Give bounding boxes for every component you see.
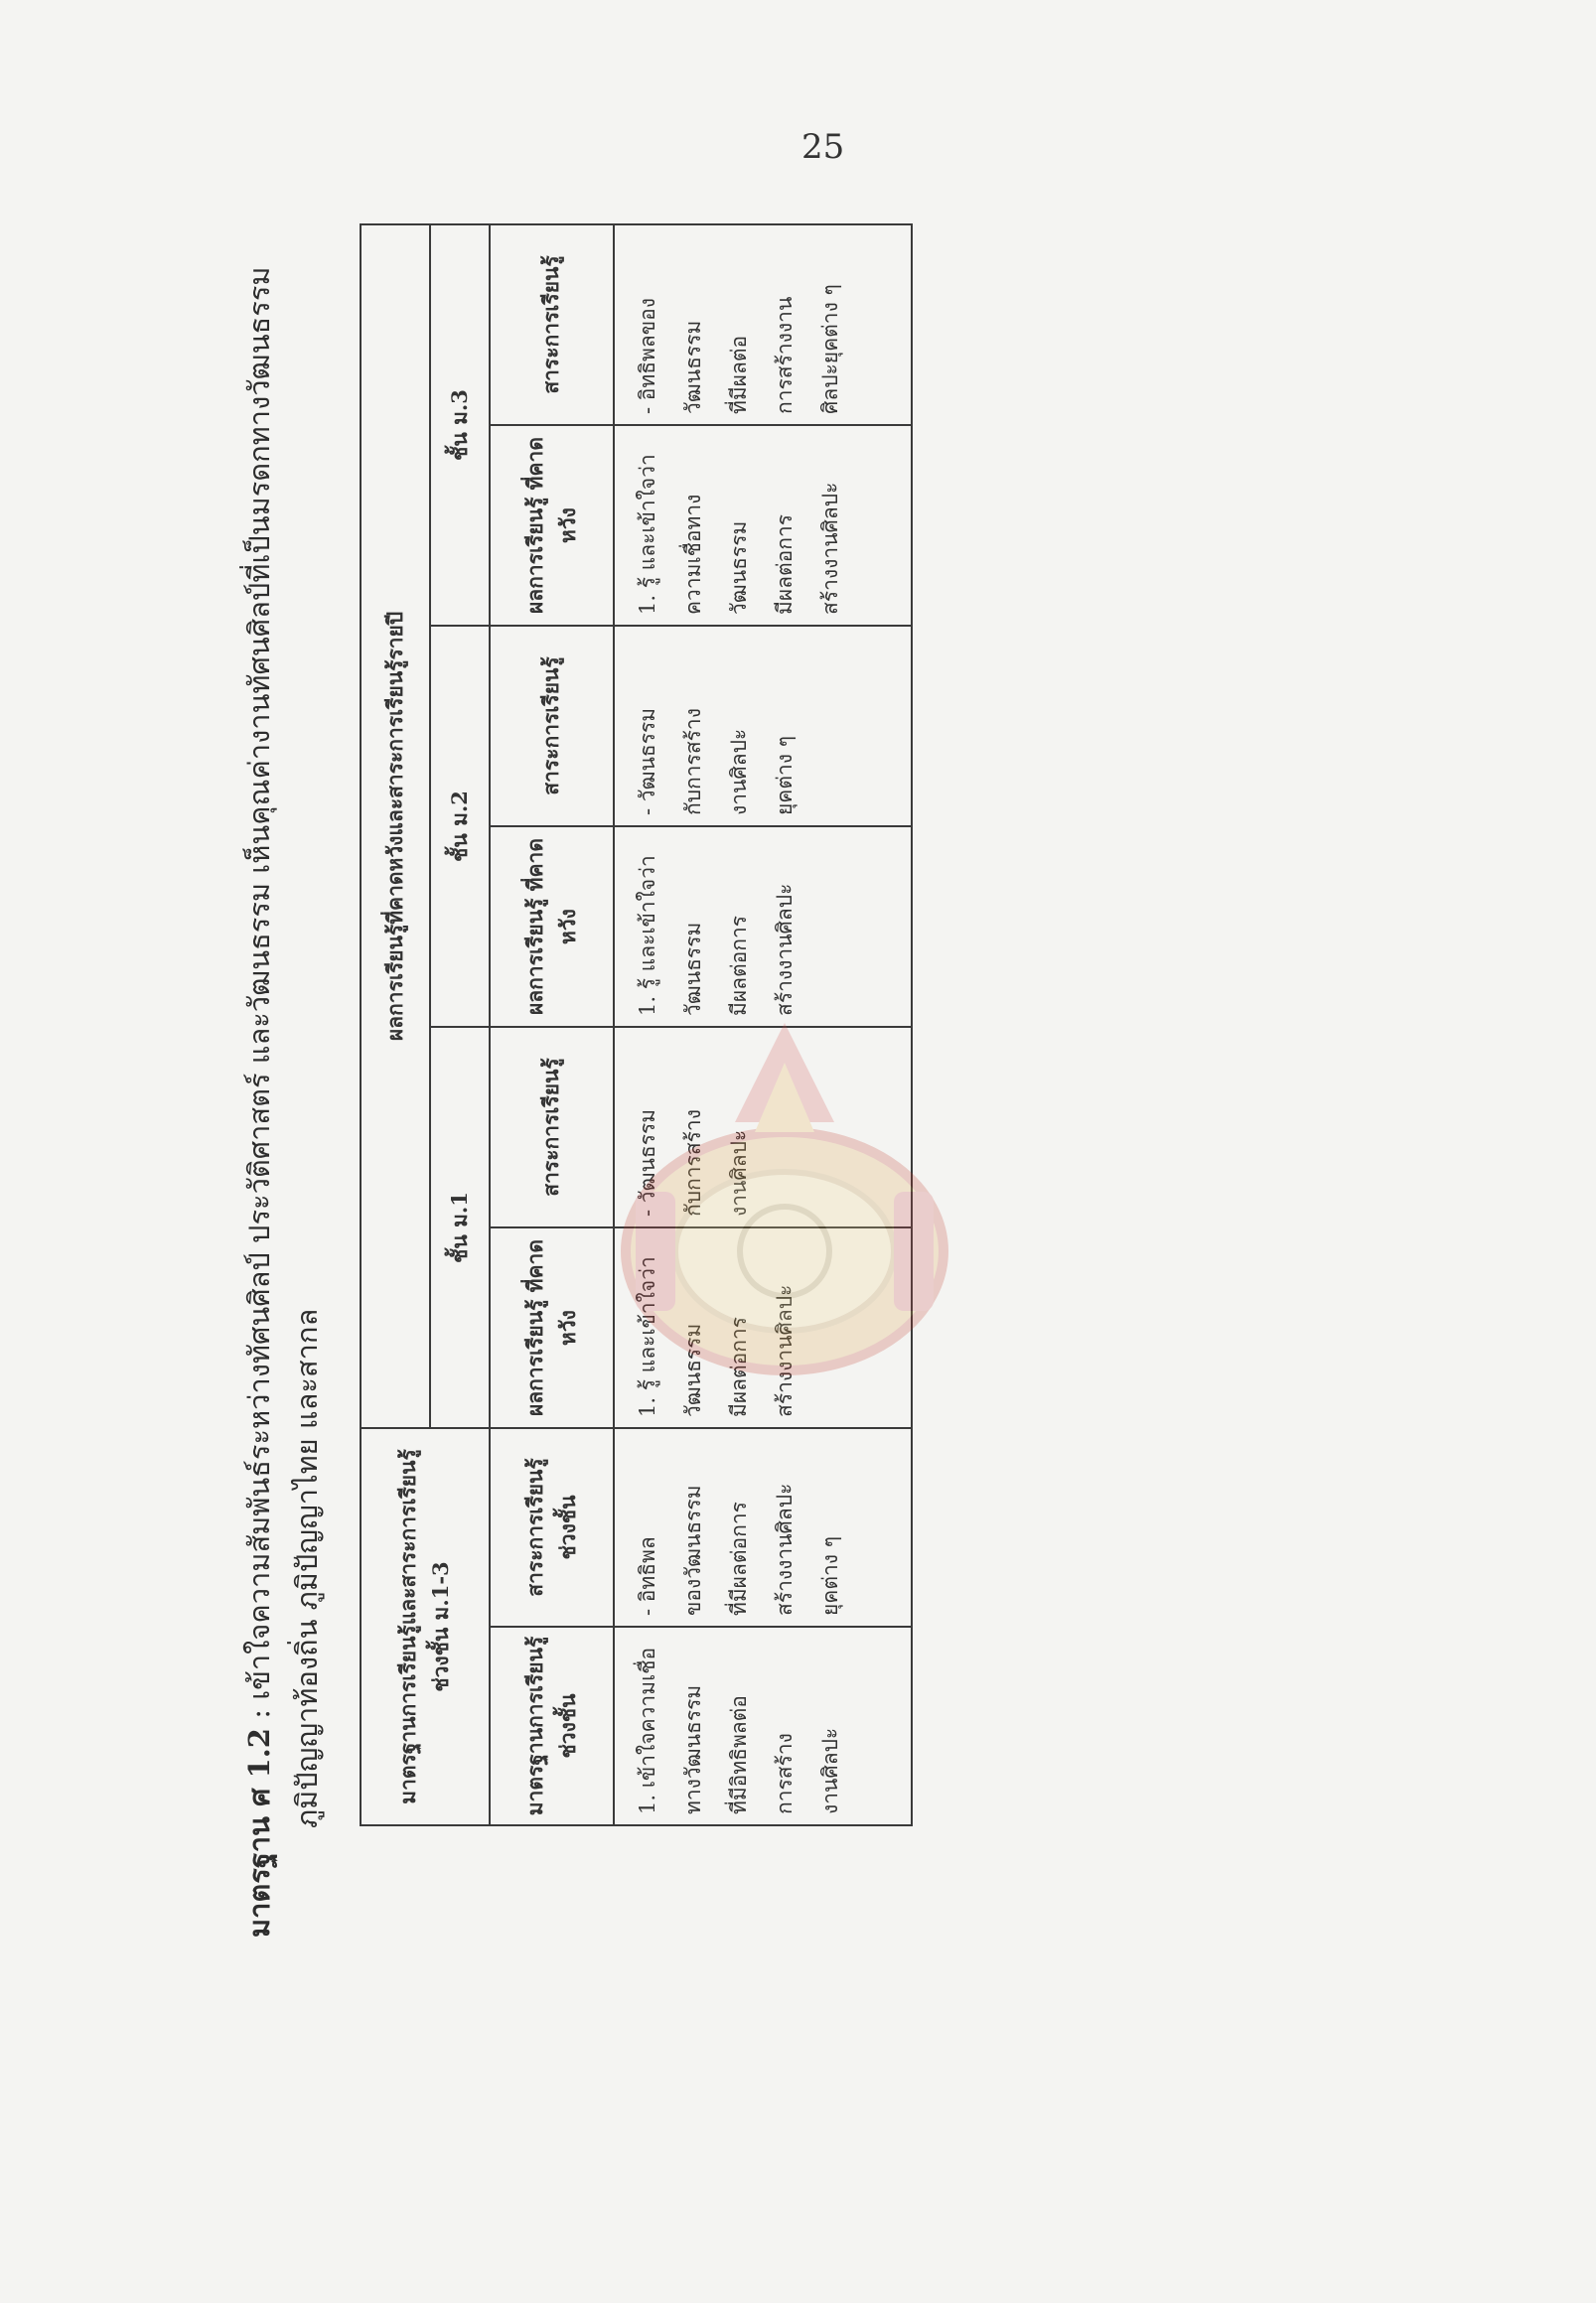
heading-line-1 <box>235 249 283 1938</box>
col-header: ผลการเรียนรู้ ที่คาดหวัง <box>490 826 614 1027</box>
col-header: มาตรฐานการเรียนรู้ ช่วงชั้น <box>490 1627 614 1825</box>
group-header-expected-results: ผลการเรียนรู้ที่คาดหวังและสาระการเรียนรู้รายปี <box>361 224 430 1428</box>
learning-standards-table <box>360 223 913 1826</box>
grade-header-m1: ชั้น ม.1 <box>430 1027 490 1428</box>
rotated-content <box>235 223 937 1938</box>
heading-text: : เข้าใจความสัมพันธ์ระหว่างทัศนศิลป์ ประวัติศาสตร์ และวัฒนธรรม เห็นคุณค่างานทัศนศิลป์ที่เป็นมรดกทางวัฒนธรรม <box>242 266 276 1719</box>
col-header: ผลการเรียนรู้ ที่คาดหวัง <box>490 1227 614 1428</box>
col-header: สาระการเรียนรู้ <box>490 1027 614 1227</box>
heading-lead: มาตรฐาน ศ 1.2 <box>242 1728 276 1938</box>
col-header: สาระการเรียนรู้ <box>490 626 614 826</box>
table-cell: 1. รู้ และเข้าใจว่า วัฒนธรรม มีผลต่อการ สร้างงานศิลปะ <box>614 826 912 1027</box>
page-number: 25 <box>801 127 845 167</box>
standard-heading <box>235 249 331 1938</box>
table-cell: - วัฒนธรรม กับการสร้าง งานศิลปะ <box>614 1027 912 1227</box>
group-header-standards: มาตรฐานการเรียนรู้และสาระการเรียนรู้ ช่วงชั้น ม.1-3 <box>361 1428 490 1825</box>
table-cell: - อิทธิพลของ วัฒนธรรม ที่มีผลต่อ การสร้างงาน ศิลปะยุคต่าง ๆ <box>614 224 912 425</box>
col-header: สาระการเรียนรู้ ช่วงชั้น <box>490 1428 614 1627</box>
table-row <box>614 224 912 1825</box>
table-cell: 1. รู้ และเข้าใจว่า ความเชื่อทาง วัฒนธรรม มีผลต่อการ สร้างงานศิลปะ <box>614 425 912 626</box>
table-cell: 1. รู้ และเข้าใจว่า วัฒนธรรม มีผลต่อการ สร้างงานศิลปะ <box>614 1227 912 1428</box>
heading-line-2: ภูมิปัญญาท้องถิ่น ภูมิปัญญาไทย และสากล <box>290 1308 324 1828</box>
table-cell: - อิทธิพล ของวัฒนธรรม ที่มีผลต่อการ สร้างงานศิลปะ ยุคต่าง ๆ <box>614 1428 912 1627</box>
grade-header-m2: ชั้น ม.2 <box>430 626 490 1027</box>
grade-header-m3: ชั้น ม.3 <box>430 224 490 626</box>
table-cell: - วัฒนธรรม กับการสร้าง งานศิลปะ ยุคต่าง ๆ <box>614 626 912 826</box>
table-cell: 1. เข้าใจความเชื่อ ทางวัฒนธรรม ที่มีอิทธิพลต่อ การสร้าง งานศิลปะ <box>614 1627 912 1825</box>
col-header: ผลการเรียนรู้ ที่คาดหวัง <box>490 425 614 626</box>
col-header: สาระการเรียนรู้ <box>490 224 614 425</box>
